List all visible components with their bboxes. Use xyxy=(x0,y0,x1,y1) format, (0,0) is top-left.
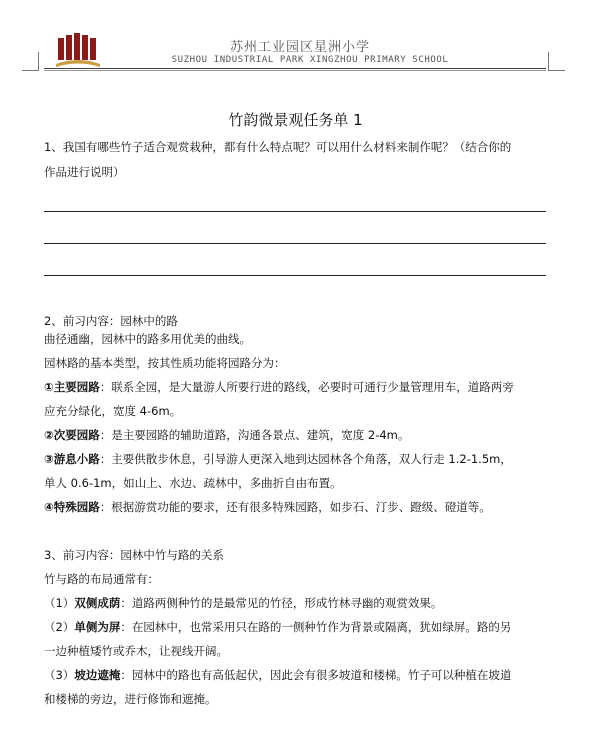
worksheet-title: 竹韵微景观任务单 1 xyxy=(228,111,363,129)
section-3-intro: 竹与路的布局通常有： xyxy=(44,572,159,586)
road-type-main-continued: 应充分绿化，宽度 4-6m。 xyxy=(44,404,182,418)
road-type-term: ①主要园路 xyxy=(44,380,100,394)
road-type-footpath xyxy=(44,451,512,467)
answer-line[interactable] xyxy=(44,243,546,244)
section-2-intro: 园林路的基本类型，按其性质功能将园路分为： xyxy=(44,356,286,370)
layout-type-number: （3） xyxy=(44,668,75,682)
section-2-intro: 曲径通幽，园林中的路多用优美的曲线。 xyxy=(44,332,251,346)
layout-type-both-sides xyxy=(44,595,442,611)
layout-type-term: 坡边遮掩 xyxy=(74,668,121,682)
layout-type-number: （1） xyxy=(44,596,75,610)
question-1-line-2: 作品进行说明） xyxy=(44,165,125,179)
layout-type-number: （2） xyxy=(44,620,75,634)
layout-type-slope xyxy=(44,667,511,683)
answer-line[interactable] xyxy=(44,211,546,212)
road-type-main xyxy=(44,379,514,395)
layout-type-text: ：在园林中，也常采用只在路的一侧种竹作为背景或隔离，犹如绿屏。路的另 xyxy=(120,620,512,634)
road-type-term: ④特殊园路 xyxy=(44,500,100,514)
road-type-term: ③游息小路 xyxy=(44,452,100,466)
layout-type-slope-continued: 和楼梯的旁边，进行修饰和遮掩。 xyxy=(44,692,217,706)
school-name-english: SUZHOU INDUSTRIAL PARK XINGZHOU PRIMARY SCHOOL xyxy=(171,55,449,65)
header-divider-secondary xyxy=(44,70,546,71)
crop-mark-top-right xyxy=(548,52,565,71)
crop-mark-top-left xyxy=(22,52,39,71)
road-type-special xyxy=(44,499,491,515)
layout-type-text: ：园林中的路也有高低起伏，因此会有很多坡道和楼梯。竹子可以种植在坡道 xyxy=(120,668,512,682)
layout-type-single-side-continued: 一边种植矮竹或乔木，让视线开阔。 xyxy=(44,644,228,658)
road-type-text: ：是主要园路的辅助道路，沟通各景点、建筑，宽度 2-4m。 xyxy=(99,428,410,442)
question-1-line-1: 1、我国有哪些竹子适合观赏栽种，都有什么特点呢？可以用什么材料来制作呢？（结合你的 xyxy=(44,140,512,154)
school-name-chinese: 苏州工业园区星洲小学 xyxy=(229,40,370,55)
road-type-term: ②次要园路 xyxy=(44,428,100,442)
section-3-heading: 3、前习内容：园林中竹与路的关系 xyxy=(44,548,224,562)
road-type-footpath-continued: 单人 0.6-1m，如山上、水边、疏林中，多曲折自由布置。 xyxy=(44,476,342,490)
road-type-secondary xyxy=(44,427,409,443)
section-2-heading: 2、前习内容：园林中的路 xyxy=(44,314,178,328)
school-logo-icon xyxy=(54,30,102,70)
layout-type-term: 双侧成荫 xyxy=(74,596,121,610)
layout-type-text: ：道路两侧种竹的是最常见的竹径，形成竹林寻幽的观赏效果。 xyxy=(120,596,443,610)
road-type-text: ：联系全园，是大量游人所要行进的路线，必要时可通行少量管理用车，道路两旁 xyxy=(99,380,514,394)
layout-type-single-side xyxy=(44,619,511,635)
answer-line[interactable] xyxy=(44,275,546,276)
road-type-text: ：主要供散步休息，引导游人更深入地到达园林各个角落，双人行走 1.2-1.5m， xyxy=(99,452,512,466)
layout-type-term: 单侧为屏 xyxy=(74,620,121,634)
road-type-text: ：根据游赏功能的要求，还有很多特殊园路，如步石、汀步、蹬级、磴道等。 xyxy=(99,500,491,514)
header-divider xyxy=(44,68,546,69)
